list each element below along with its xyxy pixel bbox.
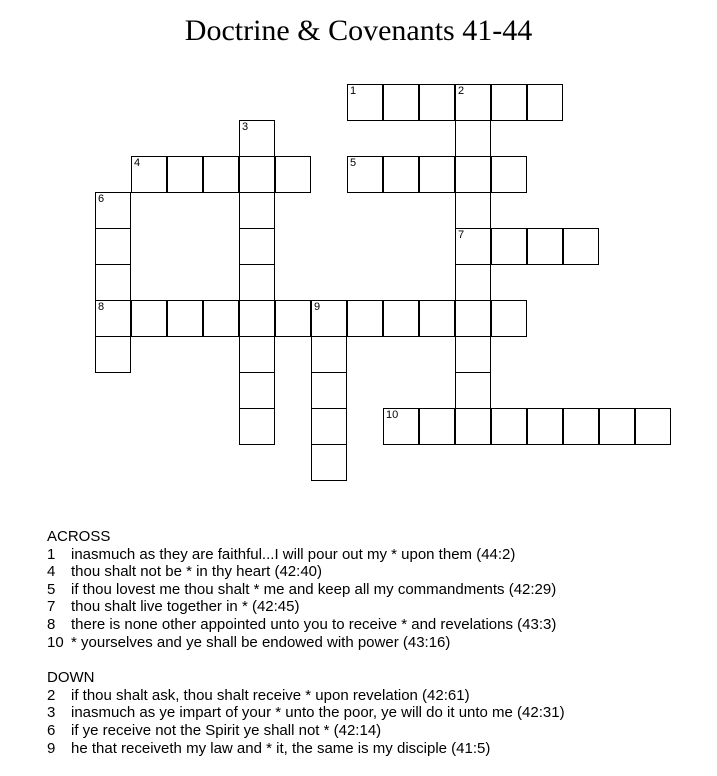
- grid-cell[interactable]: [275, 156, 311, 193]
- grid-cell[interactable]: [311, 372, 347, 409]
- grid-cell[interactable]: [563, 228, 599, 265]
- grid-cell[interactable]: [239, 156, 275, 193]
- clue-number: 6: [98, 193, 105, 205]
- grid-cell[interactable]: [311, 300, 347, 337]
- across-clue: [47, 634, 707, 652]
- clue-text: thou shalt not be * in thy heart (42:40): [71, 563, 322, 581]
- grid-cell[interactable]: [239, 192, 275, 229]
- grid-cell[interactable]: [95, 336, 131, 373]
- across-clue: [47, 616, 707, 634]
- clue-number: 8: [98, 301, 105, 313]
- clue-text: * yourselves and ye shall be endowed with power (43:16): [71, 633, 451, 651]
- grid-cell[interactable]: [239, 228, 275, 265]
- grid-cell[interactable]: [95, 228, 131, 265]
- grid-cell[interactable]: [491, 300, 527, 337]
- clue-text: inasmuch as ye impart of your * unto the poor, ye will do it unto me (42:31): [71, 704, 565, 722]
- clue-number: 5: [350, 157, 357, 169]
- grid-cell[interactable]: [383, 300, 419, 337]
- clue-num: 9: [47, 739, 56, 757]
- clue-text: thou shalt live together in * (42:45): [71, 598, 300, 616]
- grid-cell[interactable]: [239, 120, 275, 157]
- grid-cell[interactable]: [347, 300, 383, 337]
- grid-cell[interactable]: [311, 336, 347, 373]
- grid-cell[interactable]: [527, 408, 563, 445]
- down-clue: [47, 722, 707, 740]
- clue-number: 2: [458, 85, 465, 97]
- grid-cell[interactable]: [95, 192, 131, 229]
- grid-cell[interactable]: [131, 300, 167, 337]
- grid-cell[interactable]: [383, 408, 419, 445]
- grid-cell[interactable]: [419, 156, 455, 193]
- clues-section: [47, 528, 707, 757]
- grid-cell[interactable]: [239, 408, 275, 445]
- across-clue: [47, 598, 707, 616]
- page-title: Doctrine & Covenants 41-44: [184, 14, 533, 47]
- grid-cell[interactable]: [527, 228, 563, 265]
- clue-number: 3: [242, 121, 249, 133]
- clue-num: 10: [47, 633, 64, 651]
- down-clue: [47, 687, 707, 705]
- grid-cell[interactable]: [455, 120, 491, 157]
- grid-cell[interactable]: [599, 408, 635, 445]
- clue-num: 6: [47, 721, 56, 739]
- clue-num: 8: [47, 615, 56, 633]
- grid-cell[interactable]: [455, 84, 491, 121]
- grid-cell[interactable]: [491, 156, 527, 193]
- grid-cell[interactable]: [347, 84, 383, 121]
- down-clue: [47, 740, 707, 758]
- grid-cell[interactable]: [203, 156, 239, 193]
- clue-num: 7: [47, 598, 56, 616]
- down-clue: [47, 704, 707, 722]
- grid-cell[interactable]: [383, 156, 419, 193]
- grid-cell[interactable]: [455, 336, 491, 373]
- grid-cell[interactable]: [419, 408, 455, 445]
- grid-cell[interactable]: [239, 372, 275, 409]
- clue-text: inasmuch as they are faithful...I will pour out my * upon them (44:2): [71, 545, 516, 563]
- grid-cell[interactable]: [419, 300, 455, 337]
- grid-cell[interactable]: [419, 84, 455, 121]
- grid-cell[interactable]: [455, 372, 491, 409]
- clue-number: 4: [134, 157, 141, 169]
- clue-number: 1: [350, 85, 357, 97]
- grid-cell[interactable]: [239, 336, 275, 373]
- grid-cell[interactable]: [275, 300, 311, 337]
- grid-cell[interactable]: [95, 300, 131, 337]
- clue-num: 5: [47, 580, 56, 598]
- down-clue-list: [47, 687, 707, 757]
- grid-cell[interactable]: [239, 264, 275, 301]
- clue-num: 1: [47, 545, 56, 563]
- down-heading: DOWN: [47, 669, 95, 687]
- grid-cell[interactable]: [455, 228, 491, 265]
- grid-cell[interactable]: [311, 444, 347, 481]
- clue-text: there is none other appointed unto you to receive * and revelations (43:3): [71, 615, 557, 633]
- grid-cell[interactable]: [383, 84, 419, 121]
- grid-cell[interactable]: [131, 156, 167, 193]
- clue-number: 10: [386, 409, 399, 421]
- across-clue: [47, 546, 707, 564]
- clue-text: if thou lovest me thou shalt * me and keep all my commandments (42:29): [71, 580, 557, 598]
- grid-cell[interactable]: [203, 300, 239, 337]
- clue-number: 9: [314, 301, 321, 313]
- grid-cell[interactable]: [491, 228, 527, 265]
- grid-cell[interactable]: [239, 300, 275, 337]
- across-heading: ACROSS: [47, 528, 111, 545]
- grid-cell[interactable]: [491, 408, 527, 445]
- grid-cell[interactable]: [455, 264, 491, 301]
- grid-cell[interactable]: [455, 192, 491, 229]
- grid-cell[interactable]: [167, 300, 203, 337]
- across-clue: [47, 581, 707, 599]
- grid-cell[interactable]: [527, 84, 563, 121]
- across-clue-list: [47, 546, 707, 652]
- grid-cell[interactable]: [311, 408, 347, 445]
- grid-cell[interactable]: [491, 84, 527, 121]
- grid-cell[interactable]: [95, 264, 131, 301]
- grid-cell[interactable]: [635, 408, 671, 445]
- clue-num: 2: [47, 686, 56, 704]
- grid-cell[interactable]: [347, 156, 383, 193]
- clue-num: 3: [47, 704, 56, 722]
- grid-cell[interactable]: [455, 300, 491, 337]
- clue-text: if ye receive not the Spirit ye shall not * (42:14): [71, 721, 382, 739]
- grid-cell[interactable]: [167, 156, 203, 193]
- grid-cell[interactable]: [563, 408, 599, 445]
- clue-text: he that receiveth my law and * it, the same is my disciple (41:5): [71, 739, 491, 757]
- clue-num: 4: [47, 563, 56, 581]
- grid-cell[interactable]: [455, 156, 491, 193]
- across-clue: [47, 563, 707, 581]
- clue-number: 7: [458, 229, 465, 241]
- clue-text: if thou shalt ask, thou shalt receive * upon revelation (42:61): [71, 686, 470, 704]
- grid-cell[interactable]: [455, 408, 491, 445]
